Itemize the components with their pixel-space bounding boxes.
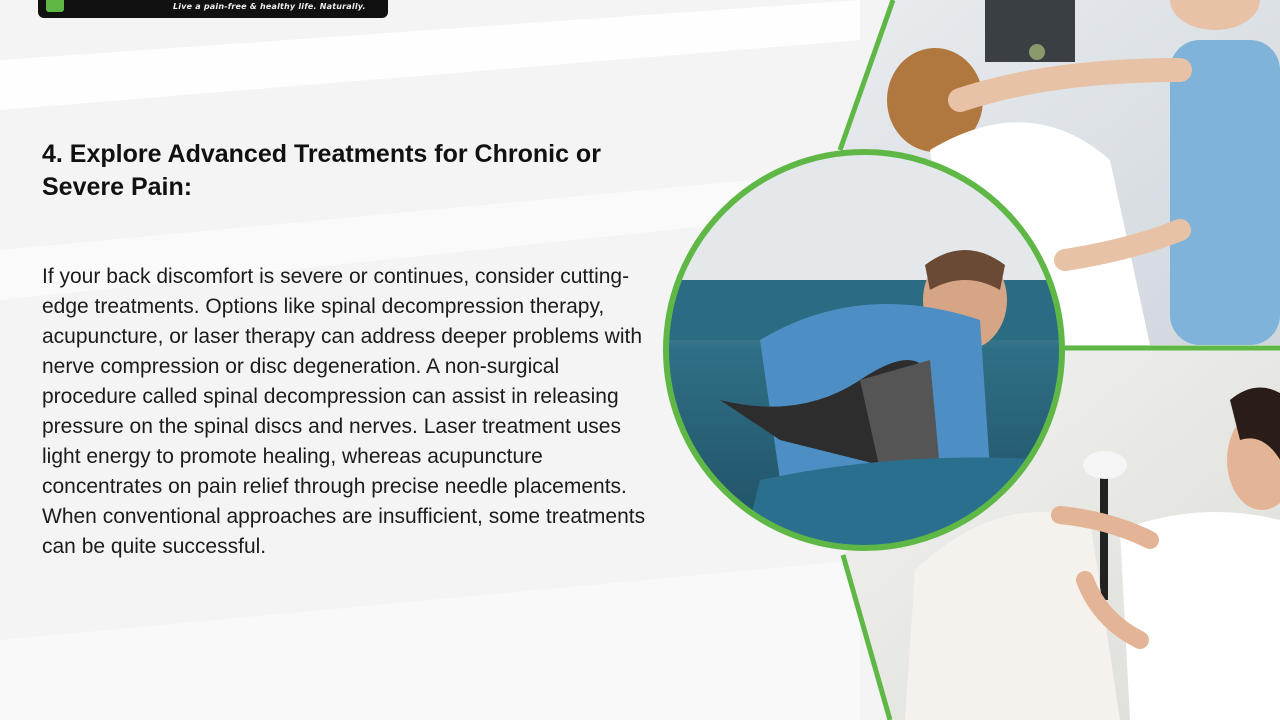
section-body: If your back discomfort is severe or continues, consider cutting-edge treatments. Options like spinal decompression therapy, acupuncture, or laser therapy can address deeper problems with nerve compression or disc degeneration. A non-surgical procedure called spinal decompression can assist in releasing pressure on the spinal discs and nerves. Laser treatment uses light energy to promote healing, whereas acupuncture concentrates on pain relief through precise needle placements. When conventional approaches are insufficient, some treatments can be quite successful. bbox=[42, 265, 646, 558]
section-heading: 4. Explore Advanced Treatments for Chronic or Severe Pain: bbox=[42, 140, 601, 201]
brand-tagline: Live a pain-free & healthy life. Naturally. bbox=[173, 2, 366, 11]
